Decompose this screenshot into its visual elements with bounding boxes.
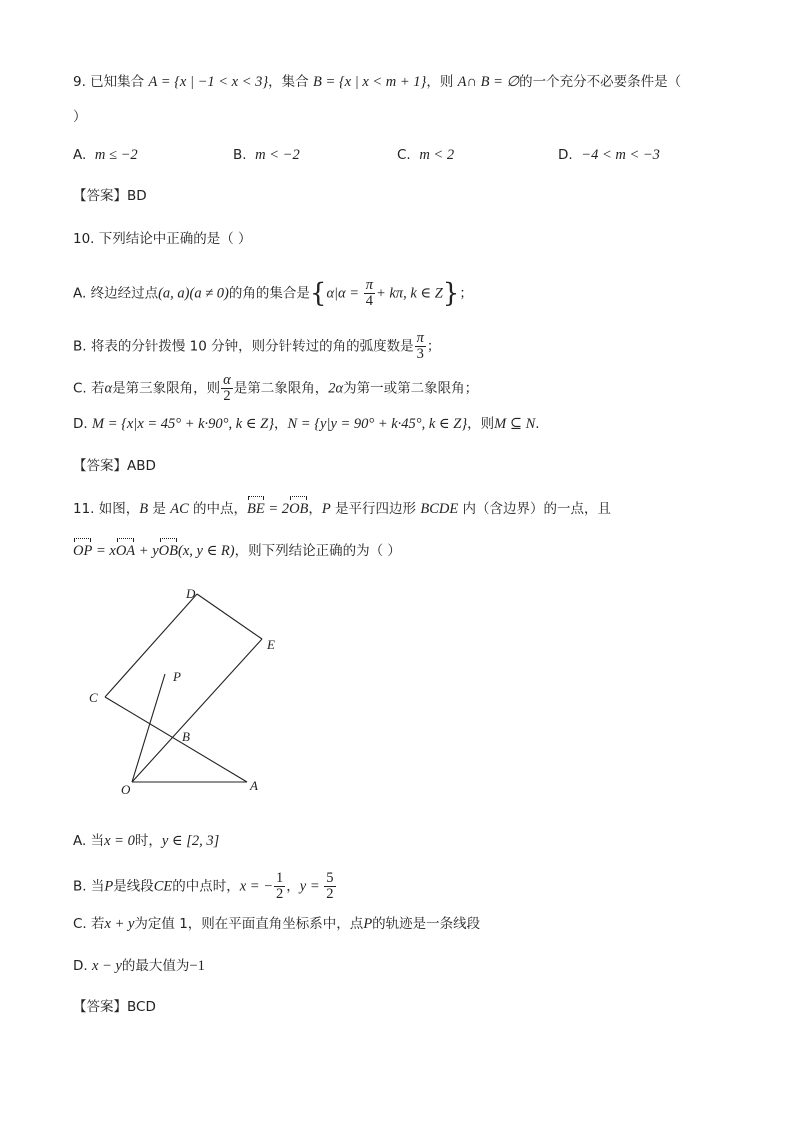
segment-cd	[105, 594, 197, 697]
answer-value: ABD	[127, 458, 156, 474]
parallelogram-figure	[85, 582, 295, 802]
q9-option-a: A. m ≤ −2	[73, 147, 138, 163]
label-a: A	[250, 778, 258, 793]
q11-option-a: A. 当x = 0时，y ∈ [2, 3]	[73, 833, 220, 849]
q11-answer	[73, 997, 156, 1017]
label-d: D	[186, 586, 196, 601]
q9-stem-text: 9. 已知集合	[73, 74, 149, 90]
segment-op	[132, 674, 165, 782]
q9-option-c: C. m < 2	[397, 147, 455, 163]
q9-condition: A∩ B = ∅	[457, 74, 520, 90]
answer-tag: 【答案】	[73, 458, 127, 474]
q10-option-d: D. M = {x|x = 45° + k·90°, k ∈ Z}，N = {y|y = 90° + k·45°, k ∈ Z}，则M ⊆ N.	[73, 416, 540, 432]
answer-tag: 【答案】	[73, 188, 127, 204]
q9-option-d: D. −4 < m < −3	[558, 147, 660, 163]
q10-stem: 10. 下列结论中正确的是（ ）	[73, 231, 252, 247]
q9-stem-text-2: ，集合	[268, 74, 313, 90]
q9-stem-line2: ）	[73, 109, 87, 125]
q9-set-a: A = {x | −1 < x < 3}	[148, 74, 269, 90]
label-b: B	[182, 729, 190, 744]
q10-answer	[73, 456, 156, 476]
q9-answer	[73, 186, 147, 206]
answer-value: BCD	[127, 999, 156, 1015]
q11-stem-line1: 11. 如图，B 是 AC 的中点，BE = 2OB，P 是平行四边形 BCDE 内（含边界）的一点，且	[73, 501, 612, 517]
label-o: O	[121, 782, 131, 797]
segment-ca	[105, 697, 247, 782]
answer-tag: 【答案】	[73, 999, 127, 1015]
label-p: P	[173, 669, 181, 684]
q9-stem-text-4: 的一个充分不必要条件是（	[519, 74, 682, 90]
q10-option-b: B. 将表的分针拨慢 10 分钟，则分针转过的角的弧度数是 $\frac{\pi}{3}$ ；	[73, 330, 441, 362]
q11-option-b: B. 当P是线段CE的中点时，x = − $\frac{1}{2}$ ，y = $\frac{5}{2}$	[73, 870, 334, 902]
q9-stem-line1	[73, 72, 681, 92]
q11-option-d: D. x − y的最大值为−1	[73, 958, 205, 974]
label-c: C	[89, 690, 98, 705]
segment-de	[197, 594, 262, 639]
answer-value: BD	[127, 188, 147, 204]
q9-set-b: B = {x | x < m + 1}	[312, 74, 427, 90]
label-e: E	[267, 637, 275, 652]
q9-stem-text-3: ，则	[426, 74, 458, 90]
q10-option-a: A. 终边经过点(a, a)(a ≠ 0)的角的集合是{α|α = $\frac{\pi}{4}$ + kπ, k ∈ Z}；	[73, 277, 473, 309]
segment-eo	[132, 639, 262, 782]
q11-stem-line2: OP = xOA + yOB(x, y ∈ R)，则下列结论正确的为（ ）	[73, 543, 401, 559]
q10-option-c: C. 若α是第三象限角，则 $\frac{\alpha}{2}$ 是第二象限角，2α为第一或第二象限角；	[73, 372, 479, 404]
q9-option-b: B. m < −2	[233, 147, 300, 163]
q11-option-c: C. 若x + y为定值 1，则在平面直角坐标系中，点P的轨迹是一条线段	[73, 916, 481, 932]
